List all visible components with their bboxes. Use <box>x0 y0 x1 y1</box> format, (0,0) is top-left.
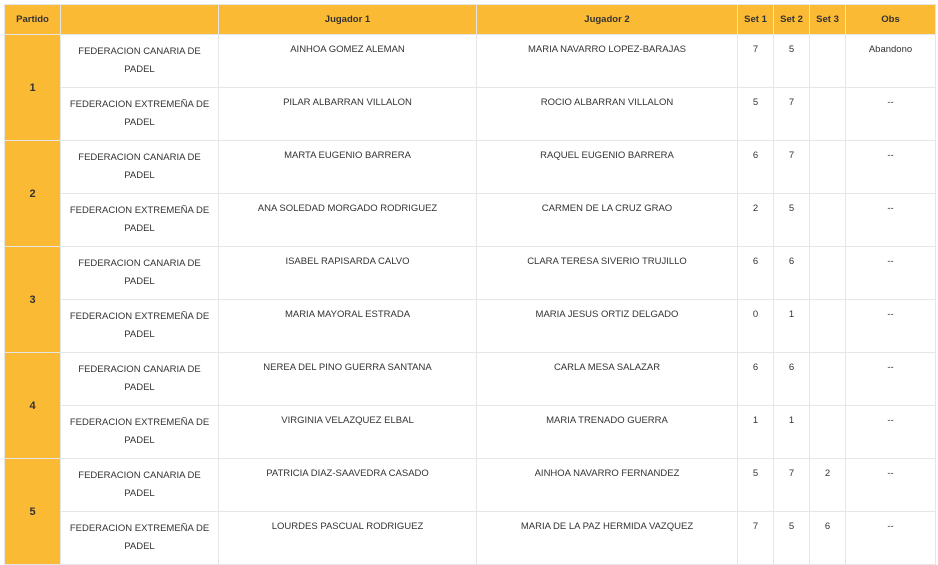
jugador-1-cell: LOURDES PASCUAL RODRIGUEZ <box>219 512 477 565</box>
table-row <box>5 406 936 459</box>
jugador-1-cell: ISABEL RAPISARDA CALVO <box>219 247 477 300</box>
jugador-2-cell: MARIA NAVARRO LOPEZ-BARAJAS <box>477 35 738 88</box>
jugador-2-cell: RAQUEL EUGENIO BARRERA <box>477 141 738 194</box>
jugador-2-cell: MARIA TRENADO GUERRA <box>477 406 738 459</box>
partido-number: 5 <box>5 459 61 565</box>
set-2-cell: 1 <box>774 406 810 459</box>
table-row <box>5 300 936 353</box>
set-3-cell <box>810 141 846 194</box>
set-3-cell <box>810 406 846 459</box>
table-row <box>5 194 936 247</box>
set-1-cell: 6 <box>738 247 774 300</box>
set-3-cell <box>810 247 846 300</box>
jugador-2-cell: CARLA MESA SALAZAR <box>477 353 738 406</box>
obs-cell: Abandono <box>846 35 936 88</box>
partido-number: 4 <box>5 353 61 459</box>
obs-cell: -- <box>846 247 936 300</box>
header-obs: Obs <box>846 5 936 35</box>
set-2-cell: 5 <box>774 194 810 247</box>
table-row <box>5 35 936 88</box>
table-row <box>5 459 936 512</box>
set-2-cell: 1 <box>774 300 810 353</box>
jugador-1-cell: VIRGINIA VELAZQUEZ ELBAL <box>219 406 477 459</box>
jugador-2-cell: CARMEN DE LA CRUZ GRAO <box>477 194 738 247</box>
header-federacion <box>61 5 219 35</box>
set-2-cell: 7 <box>774 459 810 512</box>
set-2-cell: 7 <box>774 88 810 141</box>
obs-cell: -- <box>846 141 936 194</box>
table-row <box>5 247 936 300</box>
set-3-cell <box>810 35 846 88</box>
set-2-cell: 6 <box>774 353 810 406</box>
obs-cell: -- <box>846 353 936 406</box>
set-1-cell: 2 <box>738 194 774 247</box>
set-3-cell <box>810 353 846 406</box>
set-2-cell: 7 <box>774 141 810 194</box>
set-3-cell: 6 <box>810 512 846 565</box>
obs-cell: -- <box>846 88 936 141</box>
partido-number: 2 <box>5 141 61 247</box>
table-row <box>5 353 936 406</box>
federacion-cell: FEDERACION EXTREMEÑA DE PADEL <box>61 406 219 459</box>
jugador-1-cell: AINHOA GOMEZ ALEMAN <box>219 35 477 88</box>
obs-cell: -- <box>846 512 936 565</box>
header-jugador-1: Jugador 1 <box>219 5 477 35</box>
federacion-cell: FEDERACION CANARIA DE PADEL <box>61 247 219 300</box>
set-1-cell: 7 <box>738 35 774 88</box>
header-partido: Partido <box>5 5 61 35</box>
federacion-cell: FEDERACION CANARIA DE PADEL <box>61 141 219 194</box>
set-2-cell: 6 <box>774 247 810 300</box>
set-1-cell: 6 <box>738 141 774 194</box>
jugador-2-cell: MARIA JESUS ORTIZ DELGADO <box>477 300 738 353</box>
header-jugador-2: Jugador 2 <box>477 5 738 35</box>
jugador-1-cell: NEREA DEL PINO GUERRA SANTANA <box>219 353 477 406</box>
header-set-2: Set 2 <box>774 5 810 35</box>
federacion-cell: FEDERACION EXTREMEÑA DE PADEL <box>61 512 219 565</box>
set-1-cell: 0 <box>738 300 774 353</box>
set-3-cell <box>810 194 846 247</box>
set-2-cell: 5 <box>774 512 810 565</box>
table-row <box>5 512 936 565</box>
federacion-cell: FEDERACION CANARIA DE PADEL <box>61 35 219 88</box>
federacion-cell: FEDERACION CANARIA DE PADEL <box>61 459 219 512</box>
obs-cell: -- <box>846 459 936 512</box>
set-1-cell: 6 <box>738 353 774 406</box>
header-set-3: Set 3 <box>810 5 846 35</box>
obs-cell: -- <box>846 194 936 247</box>
set-2-cell: 5 <box>774 35 810 88</box>
set-3-cell <box>810 88 846 141</box>
federacion-cell: FEDERACION EXTREMEÑA DE PADEL <box>61 88 219 141</box>
header-row <box>5 5 936 35</box>
header-set-1: Set 1 <box>738 5 774 35</box>
set-1-cell: 7 <box>738 512 774 565</box>
set-3-cell <box>810 300 846 353</box>
federacion-cell: FEDERACION EXTREMEÑA DE PADEL <box>61 300 219 353</box>
obs-cell: -- <box>846 406 936 459</box>
federacion-cell: FEDERACION CANARIA DE PADEL <box>61 353 219 406</box>
jugador-2-cell: MARIA DE LA PAZ HERMIDA VAZQUEZ <box>477 512 738 565</box>
set-1-cell: 1 <box>738 406 774 459</box>
set-3-cell: 2 <box>810 459 846 512</box>
partido-number: 1 <box>5 35 61 141</box>
jugador-1-cell: PILAR ALBARRAN VILLALON <box>219 88 477 141</box>
partido-number: 3 <box>5 247 61 353</box>
set-1-cell: 5 <box>738 459 774 512</box>
table-row <box>5 88 936 141</box>
set-1-cell: 5 <box>738 88 774 141</box>
table-row <box>5 141 936 194</box>
jugador-2-cell: CLARA TERESA SIVERIO TRUJILLO <box>477 247 738 300</box>
jugador-1-cell: ANA SOLEDAD MORGADO RODRIGUEZ <box>219 194 477 247</box>
jugador-2-cell: ROCIO ALBARRAN VILLALON <box>477 88 738 141</box>
federacion-cell: FEDERACION EXTREMEÑA DE PADEL <box>61 194 219 247</box>
jugador-1-cell: MARTA EUGENIO BARRERA <box>219 141 477 194</box>
jugador-1-cell: PATRICIA DIAZ-SAAVEDRA CASADO <box>219 459 477 512</box>
results-table <box>4 4 936 565</box>
obs-cell: -- <box>846 300 936 353</box>
jugador-2-cell: AINHOA NAVARRO FERNANDEZ <box>477 459 738 512</box>
jugador-1-cell: MARIA MAYORAL ESTRADA <box>219 300 477 353</box>
